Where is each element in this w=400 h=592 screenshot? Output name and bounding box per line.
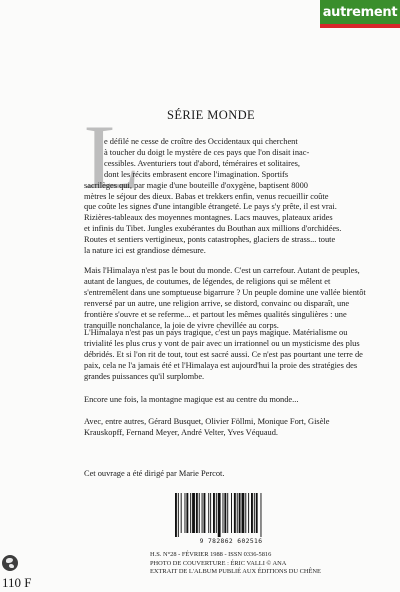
barcode [171, 493, 291, 537]
barcode-bar [237, 493, 238, 533]
barcode-bar [231, 493, 232, 533]
colophon-line: EXTRAIT DE L'ALBUM PUBLIÉ AUX ÉDITIONS DU CHÊNE [150, 568, 321, 575]
barcode-bar [199, 493, 200, 533]
barcode-bar [185, 493, 186, 533]
intro-line: la nature ici est grandiose démesure. [84, 246, 206, 256]
barcode-bar [218, 493, 221, 537]
barcode-bar [204, 493, 206, 533]
paragraph-intro [84, 137, 370, 257]
barcode-bar [208, 493, 209, 533]
paragraph-crossroads: Mais l'Himalaya n'est pas le bout du monde. C'est un carrefour. Autant de peuples, autant de langues, de coutumes, de légendes, de religions qui se mêlent et s'entremêlent dans une somptueuse bigarrure ? Un peuple domine une vallée bientôt renversé par un autre, une religion arrive, se distord, convainc ou disparaît, une frontière s'ouvre et se referme... et partout les mêmes qualités singulières : une tranquille nonchalance, la joie de vivre chevillée au corps. [84, 266, 366, 330]
intro-line: e défilé ne cesse de croître des Occidentaux qui cherchent [104, 137, 298, 146]
barcode-bar [234, 493, 236, 533]
globe-icon [2, 555, 18, 571]
publisher-logo-text: autrement [322, 4, 398, 20]
barcode-bar [213, 493, 215, 533]
barcode-bar [175, 493, 177, 537]
intro-line: à toucher du doigt le mystère de ces pays que l'on disait inac- [104, 147, 310, 157]
barcode-bar [223, 493, 224, 533]
intro-line: sacrilèges qui, par magie d'une bouteille d'oxygène, baptisent 8000 [84, 180, 308, 190]
barcode-bar [239, 493, 241, 533]
barcode-bar [210, 493, 211, 533]
intro-line: mètres le séjour des dieux. Babas et trekkers enfin, venus recueillir coûte [84, 191, 329, 201]
barcode-bar [186, 493, 188, 533]
barcode-bar [245, 493, 246, 533]
barcode-bar [254, 493, 255, 533]
barcode-bar [178, 493, 179, 537]
barcode-digits: 9 782862 602516 [199, 538, 263, 545]
intro-line: et infinis du Tibet. Jungles exubérantes du Bouthan aux millions d'orchidées. [84, 224, 342, 234]
intro-line: Routes et sentiers vertigineux, ponts catastrophes, glaciers de strass... toute [84, 235, 336, 245]
barcode-bars [171, 493, 291, 537]
barcode-bar [248, 493, 249, 533]
barcode-bar [256, 493, 258, 533]
intro-line: que coûte les signes d'une intangible étrangeté. Le pays s'y prête, il est vrai. [84, 202, 337, 212]
barcode-bar [251, 493, 253, 533]
paragraph-magic: L'Himalaya n'est pas un pays tragique, c'est un pays magique. Matérialisme ou trivialité les plus crus y vont de pair avec un irrationnel ou un mysticisme des plus débridés. Et si l'on rit de tout, tout est sacré aussi. Ce n'est pas pourtant une terre de paix, cela ne l'a jamais été et l'Himalaya est aujourd'hui la proie des stratégies des grandes puissances qu'il surplombe. [84, 328, 363, 381]
paragraph-center: Encore une fois, la montagne magique est au centre du monde... [84, 395, 299, 404]
barcode-bar [261, 493, 262, 537]
colophon [150, 551, 350, 577]
barcode-bar [196, 493, 198, 533]
barcode-bar [227, 493, 228, 533]
intro-line: cessibles. Aventuriers tout d'abord, téméraires et solitaires, [104, 158, 301, 168]
barcode-bar [216, 493, 217, 533]
paragraph-editor: Cet ouvrage a été dirigé par Marie Percot. [84, 469, 225, 478]
drop-cap: L [84, 106, 141, 208]
publisher-logo [320, 0, 400, 24]
barcode-bar [190, 493, 191, 533]
intro-line: dont les récits embrasent encore l'imagination. Sportifs [104, 169, 289, 179]
barcode-bar [224, 493, 226, 533]
publisher-logo-stripe [320, 24, 400, 28]
series-title: SÉRIE MONDE [167, 108, 256, 122]
barcode-bar [242, 493, 245, 533]
colophon-line: PHOTO DE COUVERTURE : ÉRIC VALLI © ANA [150, 559, 287, 567]
barcode-bar [192, 493, 195, 533]
intro-line: Rizières-tableaux des moyennes montagnes. Lacs mauves, plateaux arides [84, 213, 333, 223]
paragraph-contributors: Avec, entre autres, Gérard Busquet, Olivier Föllmi, Monique Fort, Gisèle Krauskopff, Fernand Meyer, André Velter, Yves Véquaud. [84, 417, 330, 437]
barcode-bar [202, 493, 203, 533]
price: 110 F [2, 575, 32, 590]
colophon-line: H.S. N°28 - FÉVRIER 1988 - ISSN 0336-5816 [150, 551, 272, 558]
barcode-bar [181, 493, 182, 533]
